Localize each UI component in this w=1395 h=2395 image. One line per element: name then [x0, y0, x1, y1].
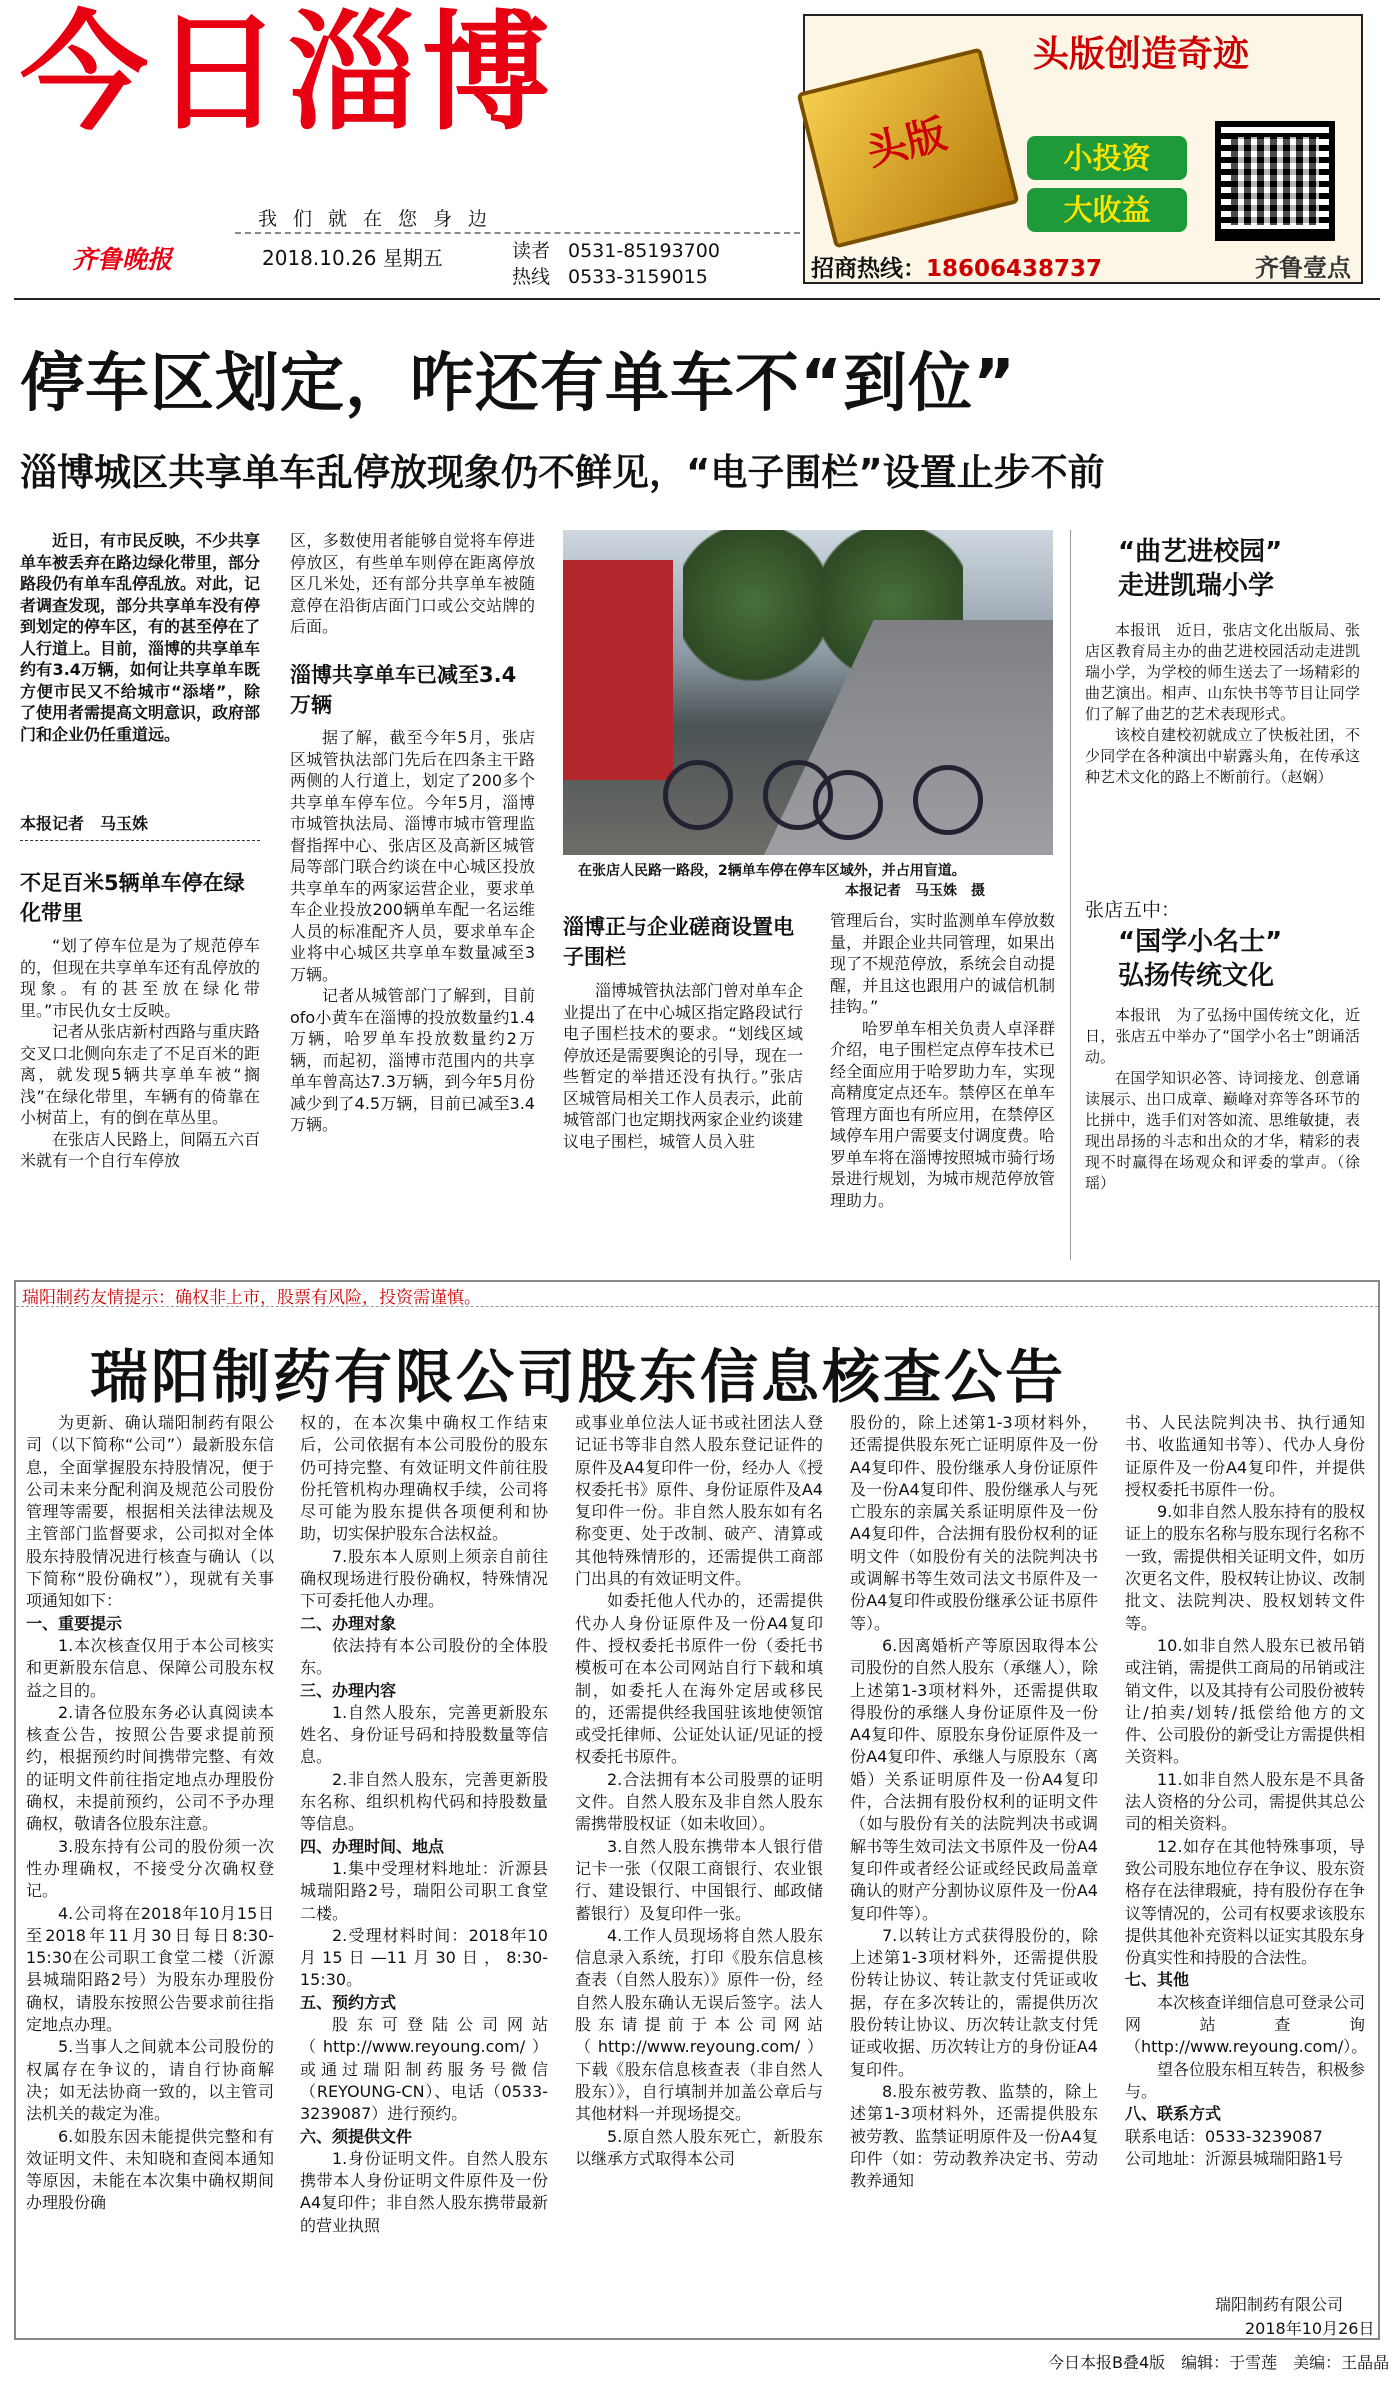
- announcement-heading: 四、办理时间、地点: [300, 1836, 445, 1856]
- announcement-col-1: [26, 1412, 274, 2215]
- masthead-slogan: 我们就在您身边: [258, 208, 504, 230]
- sidebar1-body: 本报讯 近日，张店文化出版局、张店区教育局主办的曲艺进校园活动走进凯瑞小学，为学校的师生送去了一场精彩的曲艺演出。相声、山东快书等节目让同学们了解了曲艺的艺术表现形式。 该校自建校初就成立了快板社团，不少同学在各种演出中崭露头角，在传承这种艺术文化的路上不断前行。（赵娴）: [1085, 621, 1360, 786]
- page-footer: 今日本报B叠4版 编辑：于雪莲 美编：王晶晶: [1048, 2353, 1390, 2372]
- announcement-paragraph: 5.原自然人股东死亡，新股东以继承方式取得本公司: [575, 2126, 823, 2168]
- announcement-paragraph: 1.集中受理材料地址：沂源县城瑞阳路2号，瑞阳公司职工食堂二楼。: [300, 1858, 548, 1923]
- announcement-signature: 瑞阳制药有限公司: [1215, 2295, 1344, 2314]
- announcement-paragraph: 6.如股东因未能提供完整和有效证明文件、未知晓和查阅本通知等原因，未能在本次集中确权期间办理股份确: [26, 2126, 274, 2213]
- sidebar-story-1: [1118, 535, 1358, 603]
- article-photo: [563, 530, 1053, 855]
- announcement-paragraph: 4.工作人员现场将自然人股东信息录入系统，打印《股东信息核查表（自然人股东）》原件一份，经自然人股东确认无误后签字。法人股东请提前于本公司网站（http://www.reyoung.com/）下载《股东信息核查表（非自然人股东）》，自行填制并加盖公章后与其他材料一并现场提交。: [575, 1925, 824, 2124]
- brand-logo: 齐鲁晚报: [72, 245, 173, 274]
- sidebar2-kicker: 张店五中：: [1085, 899, 1181, 921]
- section3-title: 淄博正与企业磋商设置电子围栏: [563, 915, 794, 969]
- announcement-paragraph: 1.自然人股东，完善更新股东姓名、身份证号码和持股数量等信息。: [300, 1702, 548, 1767]
- ad-headline: 头版创造奇迹: [1033, 33, 1250, 75]
- qr-code-icon[interactable]: [1215, 121, 1335, 241]
- announcement-paragraph: 2.请各位股东务必认真阅读本核查公告，按照公告要求提前预约，根据预约时间携带完整、有效的证明文件前往指定地点办理股份确权，未提前预约，公司不予办理确权，敬请各位股东注意。: [26, 1702, 274, 1834]
- announcement-paragraph: 11.如非自然人股东是不具备法人资格的分公司，需提供其总公司的相关资料。: [1125, 1769, 1366, 1834]
- article-col2-top: 区，多数使用者能够自觉将车停进停放区，有些单车则停在距离停放区几米处，还有部分共享单车被随意停在沿街店面门口或公交站牌的后面。: [290, 531, 535, 636]
- hotline-phone-2: 0533-3159015: [568, 266, 708, 288]
- warning-divider: [16, 1306, 1378, 1307]
- announcement-paragraph: 4.公司将在2018年10月15日至2018年11月30日每日8:30-15:30在公司职工食堂二楼（沂源县城瑞阳路2号）为股东办理股份确权，请股东按照公告要求前往指定地点办理。: [26, 1903, 274, 2035]
- section2-body: 据了解，截至今年5月，张店区城管执法部门先后在四条主干路两侧的人行道上，划定了200多个共享单车停车位。今年5月，淄博市城管执法局、淄博市城市管理监督指挥中心、张店区及高新区城管局等部门联合约谈在中心城区投放共享单车的两家运营企业，要求单车企业投放200辆单车配一名运维人员的标准配齐人员，要求单车企业将中心城区共享单车数量减至3万辆。 记者从城管部门了解到，目前ofo小黄车在淄博的投放数量约1.4万辆，哈罗单车投放数量约2万辆，而起初，淄博市范围内的共享单车曾高达7.3万辆，到今年5月份减少到了4.5万辆，目前已减至3.4万辆。: [290, 728, 535, 1134]
- announcement-paragraph: 10.如非自然人股东已被吊销或注销，需提供工商局的吊销或注销文件，以及其持有公司股份被转让/拍卖/划转/抵偿给他方的文件、公司股份的新受让方需提供相关资料。: [1125, 1635, 1366, 1767]
- hotline-phone-1: 0531-85193700: [568, 240, 720, 262]
- masthead-divider: [235, 232, 800, 234]
- photo-red-sign: [563, 560, 673, 780]
- photo-bike-wheel: [663, 760, 733, 830]
- announcement-heading: 八、联系方式: [1125, 2104, 1222, 2124]
- article-subheadline: 淄博城区共享单车乱停放现象仍不鲜见，“电子围栏”设置止步不前: [20, 451, 1105, 494]
- ad-hotline: 招商热线：18606438737: [811, 256, 1103, 282]
- hotline-label-2: 热线: [512, 266, 551, 288]
- announcement-paragraph: 2.受理材料时间：2018年10月15日—11月30日，8:30-15:30。: [300, 1925, 548, 1990]
- sidebar-divider: [1070, 530, 1071, 1260]
- article-byline: 本报记者 马玉姝: [20, 814, 149, 833]
- sidebar1-title-line1: “曲艺进校园”: [1118, 537, 1283, 567]
- announcement-col-5: [1125, 1412, 1368, 2170]
- announcement-paragraph: 为更新、确认瑞阳制药有限公司（以下简称“公司”）最新股东信息，全面掌握股东持股情况，便于公司未来分配利润及规范公司股份管理等需要，根据相关法律法规及主管部门监督要求，公司拟对全体股东持股情况进行核查与确认（以下简称“股份确权”），现就有关事项通知如下：: [26, 1413, 274, 1611]
- announcement-paragraph: 书、人民法院判决书、执行通知书、收监通知书等）、代办人身份证原件及一份A4复印件，并提供授权委托书原件一份。: [1125, 1413, 1365, 1499]
- section3-body-a: 淄博城管执法部门曾对单车企业提出了在中心城区指定路段试行电子围栏技术的要求。“划线区域停放还是需要舆论的引导，现在一些暂定的举措还没有执行。”张店区城管局相关工作人员表示，此前城管部门也定期找两家企业约谈建议电子围栏，城管人员入驻: [563, 981, 804, 1151]
- ad-pill-big-return: 大收益: [1027, 188, 1187, 232]
- announcement-paragraph: 7.以转让方式获得股份的，除上述第1-3项材料外，还需提供股份转让协议、转让款支付凭证或收据，存在多次转让的，需提供历次股份转让协议、历次转让款支付凭证或收据、历次转让方的身份证A4复印件。: [850, 1925, 1098, 2079]
- announcement-col-3: [575, 1412, 823, 2170]
- sidebar2-title-line1: “国学小名士”: [1118, 927, 1283, 957]
- announcement-paragraph: 权的，在本次集中确权工作结束后，公司依据有本公司股份的股东仍可持完整、有效证明文件前往股份托管机构办理确权手续，公司将尽可能为股东提供各项便利和协助，切实保护股东合法权益。: [300, 1413, 548, 1544]
- announcement-paragraph: 股份的，除上述第1-3项材料外，还需提供股东死亡证明原件及一份A4复印件、股份继承人身份证原件及一份A4复印件、股份继承人与死亡股东的亲属关系证明原件及一份A4复印件，合法拥有股份权利的证明文件（如股份有关的法院判决书或调解书等生效司法文书原件及一份A4复印件或股份继承公证书原件等）。: [850, 1413, 1098, 1633]
- article-headline: 停车区划定，咋还有单车不“到位”: [20, 347, 1017, 421]
- announcement-col-2: [300, 1412, 548, 2237]
- announcement-heading: 三、办理内容: [300, 1680, 397, 1700]
- announcement-paragraph: 12.如存在其他特殊事项，导致公司股东地位存在争议、股东资格存在法律瑕疵，持有股份存在争议等情况的，公司有权要求该股东提供其他补充资料以证实其股东身份真实性和持股的合法性。: [1125, 1836, 1366, 1968]
- announcement-heading: 一、重要提示: [26, 1613, 123, 1633]
- announcement-paragraph: 6.因离婚析产等原因取得本公司股份的自然人股东（承继人），除上述第1-3项材料外，还需提供取得股份的承继人身份证原件及一份A4复印件、原股东身份证原件及一份A4复印件、承继人与原股东（离婚）关系证明原件及一份A4复印件，合法拥有股份权利的证明文件（如与股份有关的法院判决书或调解书等生效司法文书原件及一份A4复印件或者经公证或经民政局盖章确认的财产分割协议原件及一份A4复印件等）。: [850, 1635, 1099, 1923]
- ad-banner[interactable]: [803, 14, 1363, 284]
- announcement-paragraph: 或事业单位法人证书或社团法人登记证书等非自然人股东登记证件的原件及A4复印件一份，经办人《授权委托书》原件、身份证原件及A4复印件一份。非自然人股东如有名称变更、处于改制、破产、清算或其他特殊情形的，还需提供工商部门出具的有效证明文件。: [575, 1413, 823, 1589]
- announcement-paragraph: 8.股东被劳教、监禁的，除上述第1-3项材料外，还需提供股东被劳教、监禁证明原件及一份A4复印件（如：劳动教养决定书、劳动教养通知: [850, 2081, 1098, 2191]
- announcement-col-4: [850, 1412, 1098, 2192]
- photo-tree: [683, 530, 823, 710]
- photo-bike-wheel: [913, 765, 983, 835]
- announcement-date: 2018年10月26日: [1245, 2319, 1375, 2338]
- sidebar2-body: 本报讯 为了弘扬中国传统文化，近日，张店五中举办了“国学小名士”朗诵活动。 在国学知识必答、诗词接龙、创意诵读展示、出口成章、巅峰对弈等各环节的比拼中，选手们对答如流、思维敏捷，表现出昂扬的斗志和出众的才华，精彩的表现不时赢得在场观众和评委的掌声。（徐瑶）: [1085, 1006, 1360, 1192]
- announcement-paragraph: 联系电话：0533-3239087: [1125, 2126, 1323, 2146]
- announcement-heading: 六、须提供文件: [300, 2126, 413, 2146]
- sidebar1-title-line2: 走进凯瑞小学: [1118, 571, 1275, 601]
- announcement-paragraph: 2.合法拥有本公司股票的证明文件。自然人股东及非自然人股东需携带股权证（如未收回）。: [575, 1769, 823, 1834]
- ad-logo: 齐鲁壹点: [1255, 254, 1351, 282]
- announcement-title: 瑞阳制药有限公司股东信息核查公告: [90, 1343, 1067, 1411]
- announcement-paragraph: 望各位股东相互转告，积极参与。: [1125, 2059, 1366, 2101]
- photo-bike-wheel: [813, 770, 883, 840]
- announcement-paragraph: 7.股东本人原则上须亲自前往确权现场进行股份确权，特殊情况下可委托他人办理。: [300, 1546, 548, 1611]
- announcement-paragraph: 2.非自然人股东，完善更新股东名称、组织机构代码和持股数量等信息。: [300, 1769, 548, 1834]
- section3-body-b: 管理后台，实时监测单车停放数量，并跟企业共同管理，如果出现了不规范停放，系统会自动提醒，并且这也跟用户的诚信机制挂钩。” 哈罗单车相关负责人卓泽群介绍，电子围栏定点停车技术已经全面应用于哈罗助力车，实现高精度定点还车。禁停区在单车管理方面也有所应用，在禁停区域停车用户需要支付调度费。哈罗单车将在淄博按照城市骑行场景进行规划，为城市规范停放管理助力。: [830, 911, 1055, 1210]
- ad-pill-small-investment: 小投资: [1027, 136, 1187, 180]
- announcement-paragraph: 依法持有本公司股份的全体股东。: [300, 1635, 548, 1678]
- announcement-paragraph: 3.股东持有公司的股份须一次性办理确权，不接受分次确权登记。: [26, 1836, 274, 1901]
- announcement-heading: 七、其他: [1125, 1970, 1190, 1990]
- sidebar2-title-line2: 弘扬传统文化: [1118, 961, 1275, 991]
- announcement-paragraph: 1.身份证明文件。自然人股东携带本人身份证明文件原件及一份A4复印件；非自然人股东携带最新的营业执照: [300, 2148, 548, 2235]
- masthead-title: 今日淄博: [20, 0, 557, 148]
- section1-body: “划了停车位是为了规范停车的，但现在共享单车还有乱停放的现象。有的甚至放在绿化带里。”市民仇女士反映。 记者从张店新村西路与重庆路交叉口北侧向东走了不足百米的距离，就发现5辆共享单车被“搁浅”在绿化带里，车辆有的倚靠在小树苗上，有的倒在草丛里。 在张店人民路上，间隔五六百米就有一个自行车停放: [20, 936, 261, 1170]
- announcement-paragraph: 9.如非自然人股东持有的股权证上的股东名称与股东现行名称不一致，需提供相关证明文件，如历次更名文件，股权转让协议、改制批文、法院判决、股权划转文件等。: [1125, 1502, 1366, 1633]
- announcement-heading: 二、办理对象: [300, 1613, 397, 1633]
- ad-gold-badge: 头版: [796, 47, 1019, 248]
- section2-title: 淄博共享单车已减至3.4万辆: [290, 663, 517, 717]
- header-rule: [14, 298, 1380, 300]
- article-intro: 近日，有市民反映，不少共享单车被丢弃在路边绿化带里，部分路段仍有单车乱停乱放。对此，记者调查发现，部分共享单车没有停到划定的停车区，有的甚至停在了人行道上。目前，淄博的共享单车约有3.4万辆，如何让共享单车既方便市民又不给城市“添堵”，除了使用者需提高文明意识，政府部门和企业仍任重道远。: [20, 531, 261, 744]
- announcement-paragraph: 股东可登陆公司网站（http://www.reyoung.com/）或通过瑞阳制药服务号微信（REYOUNG-CN）、电话（0533-3239087）进行预约。: [300, 2015, 548, 2124]
- announcement-paragraph: 1.本次核查仅用于本公司核实和更新股东信息、保障公司股东权益之目的。: [26, 1635, 274, 1700]
- announcement-paragraph: 公司地址：沂源县城瑞阳路1号: [1125, 2148, 1344, 2168]
- sidebar-story-2: [1118, 925, 1358, 993]
- section1-title: 不足百米5辆单车停在绿化带里: [20, 871, 245, 925]
- announcement-paragraph: 本次核查详细信息可登录公司网站查询（http://www.reyoung.com/）。: [1125, 1992, 1368, 2057]
- announcement-paragraph: 5.当事人之间就本公司股份的权属存在争议的，请自行协商解决；如无法协商一致的，以主管司法机关的裁定为准。: [26, 2037, 274, 2124]
- risk-warning: 瑞阳制药友情提示：确权非上市，股票有风险，投资需谨慎。: [22, 1288, 481, 1308]
- announcement-paragraph: 3.自然人股东携带本人银行借记卡一张（仅限工商银行、农业银行、建设银行、中国银行、邮政储蓄银行）及复印件一张。: [575, 1836, 823, 1923]
- photo-caption: 在张店人民路一路段，2辆单车停在停车区域外，并占用盲道。: [578, 863, 966, 879]
- hotline-label-1: 读者: [512, 240, 551, 262]
- announcement-paragraph: 如委托他人代办的，还需提供代办人身份证原件及一份A4复印件、授权委托书原件一份（委托书模板可在本公司网站自行下载和填制，如委托人在海外定居或移民的，还需提供经我国驻该地使领馆或受托律师、公证处认证/见证的授权委托书原件。: [575, 1591, 823, 1767]
- photo-credit: 本报记者 马玉姝 摄: [845, 883, 985, 899]
- announcement-heading: 五、预约方式: [300, 1992, 397, 2012]
- issue-date: 2018.10.26 星期五: [262, 246, 443, 270]
- byline-divider: [20, 840, 260, 841]
